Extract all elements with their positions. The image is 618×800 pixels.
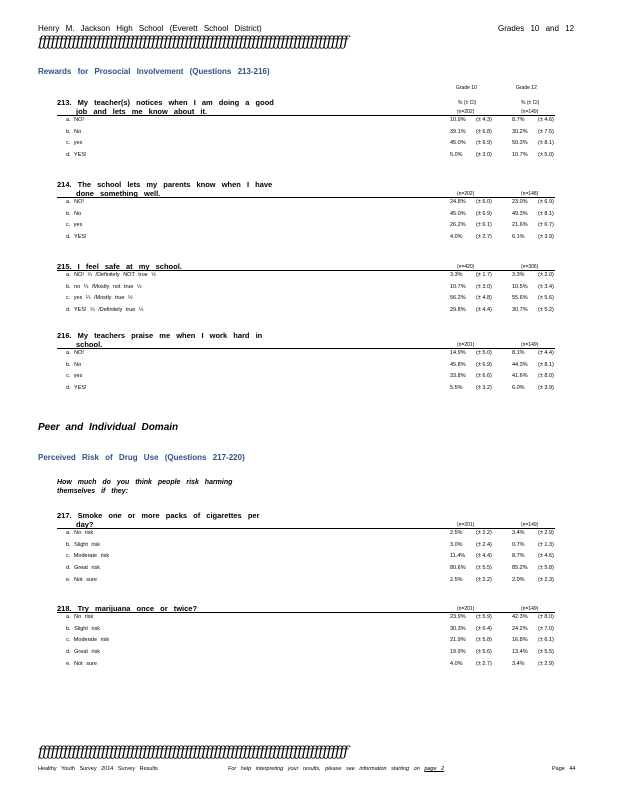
- option-label: a. NO!: [66, 350, 84, 356]
- grade12-ci: (± 2.3): [538, 576, 554, 583]
- question-title: 213. My teacher(s) notices when I am doing a good: [57, 98, 274, 107]
- option-label: a. NO!: [66, 117, 84, 123]
- sample-size-grade10: (n=420): [457, 264, 475, 270]
- grade10-percent: 45.8%: [450, 361, 466, 368]
- grade12-percent: 6.0%: [512, 385, 525, 392]
- grade10-ci: (± 5.0): [476, 350, 492, 356]
- grade10-ci: (± 5.9): [476, 614, 492, 620]
- grade10-percent: 2.5%: [450, 530, 463, 536]
- option-label: a. NO! ¼ /Definitely NOT true ½: [66, 272, 156, 278]
- grade10-ci: (± 2.7): [476, 234, 492, 241]
- grade12-percent: 41.6%: [512, 373, 528, 380]
- grade12-percent: 3.4%: [512, 660, 525, 667]
- grade10-percent: 2.5%: [450, 576, 463, 583]
- grade12-percent: 55.6%: [512, 295, 528, 302]
- question-divider: [57, 197, 555, 198]
- grade10-percent: 24.8%: [450, 199, 466, 205]
- grade10-ci: (± 3.0): [476, 283, 492, 290]
- grade12-ci: (± 4.6): [538, 117, 554, 123]
- grade12-percent: 13.4%: [512, 649, 528, 656]
- sample-size-grade12: (n=306): [521, 264, 539, 270]
- grade12-percent: 30.2%: [512, 128, 528, 135]
- question-title: school.: [76, 340, 103, 349]
- grade10-ci: (± 4.4): [476, 553, 492, 560]
- option-label: b. no ¼ /Mostly not true ½: [66, 283, 142, 290]
- grade10-ci: (± 3.2): [476, 385, 492, 392]
- grade12-ci: (± 7.5): [538, 128, 554, 135]
- grade10-ci: (± 1.7): [476, 272, 492, 278]
- question-title: done something well.: [76, 189, 161, 198]
- sample-size-grade12: (n=149): [521, 109, 539, 115]
- option-label: c. Moderate risk: [66, 553, 110, 560]
- option-label: a. NO!: [66, 199, 84, 205]
- grade10-percent: 14.9%: [450, 350, 466, 356]
- grade10-ci: (± 4.3): [476, 117, 492, 123]
- grade10-percent: 26.2%: [450, 222, 466, 229]
- option-label: d. YES!: [66, 152, 87, 159]
- grade10-ci: (± 4.4): [476, 307, 492, 314]
- grade10-ci: (± 4.8): [476, 295, 492, 302]
- grade12-percent: 6.1%: [512, 234, 525, 241]
- grade12-ci: (± 6.7): [538, 222, 554, 229]
- grade12-percent: 44.3%: [512, 361, 528, 368]
- grade12-percent: 3.4%: [512, 530, 525, 536]
- question-title: day?: [76, 520, 94, 529]
- grade10-ci: (± 5.6): [476, 649, 492, 656]
- grade10-ci: (± 2.2): [476, 530, 492, 536]
- option-label: e. Not sure: [66, 576, 97, 583]
- sample-size-grade12: (n=148): [521, 191, 539, 197]
- sample-size-grade10: (n=202): [457, 109, 475, 115]
- grade10-percent: 39.1%: [450, 128, 466, 135]
- question-divider: [57, 115, 555, 116]
- grade10-ci: (± 5.5): [476, 565, 492, 572]
- grade12-percent: 24.2%: [512, 625, 528, 632]
- grade10-percent: 10.7%: [450, 283, 466, 290]
- grade12-percent: 2.0%: [512, 576, 525, 583]
- footer-help-text: For help interpreting your results, please see information starting on: [228, 766, 420, 772]
- grade12-ci: (± 3.4): [538, 283, 554, 290]
- grade10-percent: 3.0%: [450, 541, 463, 548]
- question-divider: [57, 528, 555, 529]
- grade12-ci: (± 2.9): [538, 660, 554, 667]
- question-title: 215. I feel safe at my school.: [57, 262, 182, 271]
- grade12-ci: (± 5.5): [538, 649, 554, 656]
- grade10-percent: 45.0%: [450, 210, 466, 217]
- footer-survey: Healthy Youth Survey 2014 Survey Results: [38, 766, 158, 772]
- grade12-ci: (± 8.0): [538, 614, 554, 620]
- grade12-ci: (± 7.0): [538, 625, 554, 632]
- grade10-percent: 11.4%: [450, 553, 466, 560]
- grade10-ci: (± 6.0): [476, 199, 492, 205]
- option-label: d. Great risk: [66, 649, 100, 656]
- grade10-ci: (± 6.9): [476, 210, 492, 217]
- grade12-ci: (± 1.3): [538, 541, 554, 548]
- grade12-ci: (± 5.8): [538, 565, 554, 572]
- question-divider: [57, 612, 555, 613]
- option-label: b. No: [66, 128, 82, 135]
- domain-title: Peer and Individual Domain: [38, 422, 179, 433]
- question-divider: [57, 270, 555, 271]
- question-title: 217. Smoke one or more packs of cigarettes per: [57, 511, 260, 520]
- grade10-ci: (± 3.0): [476, 152, 492, 159]
- grade12-percent: 16.8%: [512, 637, 528, 644]
- option-label: d. YES!: [66, 385, 87, 392]
- grade12-ci: (± 8.1): [538, 210, 554, 217]
- sample-size-grade12: (n=149): [521, 342, 539, 348]
- option-label: c. yes: [66, 373, 83, 380]
- grade10-ci: (± 6.8): [476, 128, 492, 135]
- grade10-percent: 4.0%: [450, 660, 463, 667]
- grade12-ci: (± 2.9): [538, 530, 554, 536]
- grade10-percent: 4.0%: [450, 234, 463, 241]
- grade10-ci: (± 2.4): [476, 541, 492, 548]
- grade10-ci: (± 6.1): [476, 222, 492, 229]
- grade12-ci: (± 3.9): [538, 385, 554, 392]
- grade12-ci: (± 3.9): [538, 234, 554, 241]
- grade10-ci: (± 6.6): [476, 373, 492, 380]
- grade12-percent: 10.5%: [512, 283, 528, 290]
- risk-prompt-line-1: How much do you think people risk harming: [57, 479, 233, 486]
- grade10-percent: 29.8%: [450, 307, 466, 314]
- grade10-ci: (± 5.8): [476, 637, 492, 644]
- grade10-percent: 19.9%: [450, 649, 466, 656]
- grade12-percent: 10.7%: [512, 152, 528, 159]
- risk-prompt-line-2: themselves if they:: [57, 488, 129, 495]
- grade12-ci: (± 5.6): [538, 295, 554, 302]
- grade12-percent: 8.1%: [512, 350, 525, 356]
- grade12-ci: (± 5.2): [538, 307, 554, 314]
- question-title: 214. The school lets my parents know when I have: [57, 180, 273, 189]
- grade12-percent: 85.2%: [512, 565, 528, 572]
- option-label: c. Moderate risk: [66, 637, 110, 644]
- sample-size-grade10: (n=201): [457, 342, 475, 348]
- option-label: a. No risk: [66, 530, 94, 536]
- grade12-ci: (± 8.0): [538, 373, 554, 380]
- col-grade12: Grade 12: [516, 85, 537, 91]
- option-label: d. Great risk: [66, 565, 100, 572]
- grade12-percent: 50.3%: [512, 140, 528, 147]
- question-title: 216. My teachers praise me when I work hard in: [57, 331, 263, 340]
- question-title: job and lets me know about it.: [76, 107, 208, 116]
- decorative-rule-top: ƒƒƒƒƒƒƒƒƒƒƒƒƒƒƒƒƒƒƒƒƒƒƒƒƒƒƒƒƒƒƒƒƒƒƒƒƒƒƒƒƒƒƒƒƒƒƒƒƒƒƒƒƒƒƒƒƒƒƒƒƒƒƒƒƒƒƒƒƒƒƒƒƒƒ: [38, 34, 348, 50]
- grade10-percent: 80.6%: [450, 565, 466, 572]
- option-label: c. yes: [66, 140, 83, 147]
- col-pct-ci-10: % (± CI): [458, 100, 477, 106]
- grade12-ci: (± 6.9): [538, 199, 554, 205]
- option-label: b. No: [66, 210, 82, 217]
- sample-size-grade12: (n=149): [521, 606, 539, 612]
- grade12-percent: 23.0%: [512, 199, 528, 205]
- grades-header: Grades 10 and 12: [498, 24, 575, 33]
- grade12-percent: 49.3%: [512, 210, 528, 217]
- grade10-percent: 10.9%: [450, 117, 466, 123]
- grade12-ci: (± 5.0): [538, 152, 554, 159]
- section-title-risk: Perceived Risk of Drug Use (Questions 217-220): [38, 453, 245, 462]
- grade10-ci: (± 6.9): [476, 140, 492, 147]
- question-divider: [57, 348, 555, 349]
- option-label: d. YES! ¼ /Definitely true ½: [66, 307, 144, 314]
- question-title: 218. Try marijuana once or twice?: [57, 604, 198, 613]
- grade10-percent: 23.9%: [450, 614, 466, 620]
- decorative-rule-bottom: ƒƒƒƒƒƒƒƒƒƒƒƒƒƒƒƒƒƒƒƒƒƒƒƒƒƒƒƒƒƒƒƒƒƒƒƒƒƒƒƒƒƒƒƒƒƒƒƒƒƒƒƒƒƒƒƒƒƒƒƒƒƒƒƒƒƒƒƒƒƒƒƒƒƒ: [38, 744, 348, 760]
- grade10-percent: 5.0%: [450, 152, 463, 159]
- footer-page-number: Page 44: [552, 766, 576, 772]
- grade10-percent: 33.8%: [450, 373, 466, 380]
- grade10-ci: (± 2.2): [476, 576, 492, 583]
- grade10-percent: 56.2%: [450, 295, 466, 302]
- grade12-percent: 42.3%: [512, 614, 528, 620]
- grade10-percent: 45.0%: [450, 140, 466, 147]
- grade10-percent: 30.3%: [450, 625, 466, 632]
- sample-size-grade10: (n=201): [457, 522, 475, 528]
- option-label: c. yes ¼ /Mostly true ½: [66, 295, 133, 302]
- grade12-percent: 8.7%: [512, 553, 525, 560]
- grade12-ci: (± 4.6): [538, 553, 554, 560]
- grade10-ci: (± 6.4): [476, 625, 492, 632]
- sample-size-grade10: (n=201): [457, 606, 475, 612]
- grade12-percent: 3.3%: [512, 272, 525, 278]
- section-title-rewards: Rewards for Prosocial Involvement (Questions 213-216): [38, 67, 270, 76]
- grade10-percent: 3.3%: [450, 272, 463, 278]
- option-label: c. yes: [66, 222, 83, 229]
- grade12-ci: (± 8.1): [538, 361, 554, 368]
- grade12-percent: 30.7%: [512, 307, 528, 314]
- grade10-percent: 5.5%: [450, 385, 463, 392]
- sample-size-grade10: (n=202): [457, 191, 475, 197]
- school-header: Henry M. Jackson High School (Everett School District): [38, 24, 262, 33]
- grade12-ci: (± 2.0): [538, 272, 554, 278]
- grade10-ci: (± 2.7): [476, 660, 492, 667]
- grade12-percent: 8.7%: [512, 117, 525, 123]
- grade10-percent: 21.9%: [450, 637, 466, 644]
- option-label: a. No risk: [66, 614, 94, 620]
- grade12-ci: (± 6.1): [538, 637, 554, 644]
- col-pct-ci-12: % (± CI): [521, 100, 540, 106]
- option-label: e. Not sure: [66, 660, 97, 667]
- footer-help-link[interactable]: page 2: [424, 766, 445, 772]
- grade12-ci: (± 8.1): [538, 140, 554, 147]
- option-label: b. Slight risk: [66, 541, 100, 548]
- grade10-ci: (± 6.9): [476, 361, 492, 368]
- option-label: d. YES!: [66, 234, 87, 241]
- grade12-percent: 0.7%: [512, 541, 525, 548]
- sample-size-grade12: (n=149): [521, 522, 539, 528]
- col-grade10: Grade 10: [456, 85, 477, 91]
- option-label: b. No: [66, 361, 82, 368]
- footer-help: [228, 766, 444, 772]
- option-label: b. Slight risk: [66, 625, 100, 632]
- grade12-percent: 21.6%: [512, 222, 528, 229]
- grade12-ci: (± 4.4): [538, 350, 554, 356]
